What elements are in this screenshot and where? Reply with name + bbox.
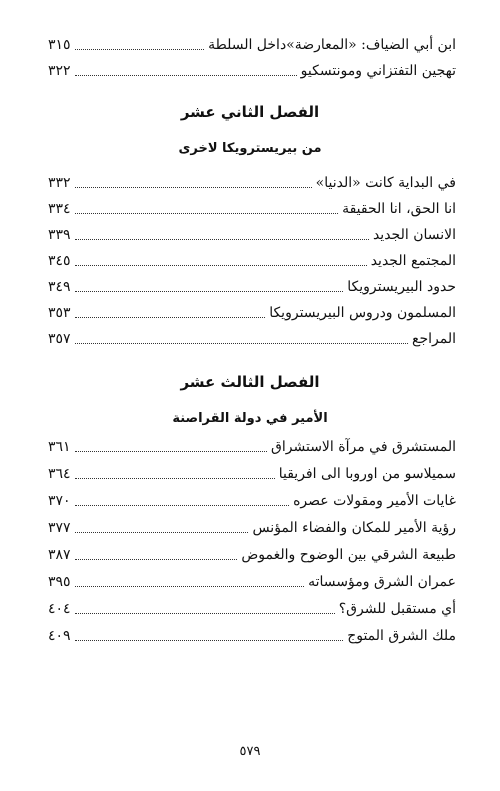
toc-entry (48, 324, 456, 348)
toc-entry (48, 168, 456, 192)
leader-dots (75, 640, 344, 641)
toc-entry-page: ٣١٥ (48, 37, 71, 53)
toc-entry (48, 540, 456, 564)
toc-entry-title: رؤية الأمير للمكان والفضاء المؤنس (252, 520, 456, 536)
leader-dots (75, 239, 369, 240)
toc-entry (48, 621, 456, 645)
toc-entry (48, 432, 456, 456)
toc-entry (48, 30, 456, 54)
toc-entry-page: ٤٠٩ (48, 628, 71, 644)
toc-entry (48, 272, 456, 296)
toc-entry-page: ٣٧٧ (48, 520, 71, 536)
section-heading: من بيريسترويكا لاخرى (178, 141, 322, 156)
toc-entry-page: ٣٣٢ (48, 175, 71, 191)
leader-dots (75, 613, 335, 614)
toc-entry (48, 194, 456, 218)
toc-entry-page: ٣٨٧ (48, 547, 71, 563)
toc-entry-title: الانسان الجديد (372, 227, 456, 243)
leader-dots (75, 478, 275, 479)
toc-entry-title: المجتمع الجديد (370, 253, 456, 269)
toc-entry (48, 56, 456, 80)
leader-dots (75, 343, 408, 344)
toc-entry-title: حدود البيريسترويكا (347, 279, 456, 295)
leader-dots (75, 451, 267, 452)
section-heading: الأمير في دولة القراصنة (172, 411, 328, 426)
leader-dots (75, 505, 290, 506)
toc-entry-page: ٤٠٤ (48, 601, 71, 617)
toc-entry-title: المراجع (412, 331, 456, 347)
toc-entry (48, 220, 456, 244)
toc-entry-page: ٣٤٥ (48, 253, 71, 269)
toc-entry-title: ابن أبي الضياف: «المعارضة»داخل السلطة (208, 37, 456, 53)
toc-entry-page: ٣٦٤ (48, 466, 71, 482)
toc-entry-title: ملك الشرق المتوج (347, 628, 456, 644)
toc-entry-title: سميلاسو من اوروبا الى افريقيا (278, 466, 456, 482)
toc-entry-title: طبيعة الشرقي بين الوضوح والغموض (241, 547, 456, 563)
toc-entry-title: في البداية كانت «الدنيا» (315, 175, 456, 191)
toc-entry-page: ٣٦١ (48, 439, 71, 455)
toc-entry-page: ٣٩٥ (48, 574, 71, 590)
leader-dots (75, 49, 205, 50)
leader-dots (75, 559, 238, 560)
toc-entry (48, 513, 456, 537)
toc-entry (48, 298, 456, 322)
leader-dots (75, 291, 344, 292)
toc-entry (48, 567, 456, 591)
toc-entry-page: ٣٥٧ (48, 331, 71, 347)
chapter-heading: الفصل الثاني عشر (180, 103, 320, 121)
toc-entry-page: ٣٣٩ (48, 227, 71, 243)
toc-entry-title: عمران الشرق ومؤسساته (308, 574, 456, 590)
chapter-heading: الفصل الثالث عشر (180, 373, 320, 391)
toc-entry (48, 246, 456, 270)
toc-entry-title: المستشرق في مرآة الاستشراق (271, 439, 456, 455)
leader-dots (75, 532, 249, 533)
toc-entry-title: أي مستقبل للشرق؟ (338, 601, 456, 617)
leader-dots (75, 317, 266, 318)
leader-dots (75, 75, 297, 76)
leader-dots (75, 213, 339, 214)
toc-entry (48, 594, 456, 618)
leader-dots (75, 187, 312, 188)
toc-entry-page: ٣٧٠ (48, 493, 71, 509)
toc-entry (48, 459, 456, 483)
toc-entry-title: تهجين التفتزاني ومونتسكيو (300, 63, 456, 79)
toc-entry-page: ٣٥٣ (48, 305, 71, 321)
page-number: ٥٧٩ (239, 744, 261, 759)
toc-entry-page: ٣٤٩ (48, 279, 71, 295)
toc-entry-page: ٣٢٢ (48, 63, 71, 79)
leader-dots (75, 265, 367, 266)
toc-entry-page: ٣٣٤ (48, 201, 71, 217)
toc-entry-title: المسلمون ودروس البيريسترويكا (269, 305, 456, 321)
leader-dots (75, 586, 305, 587)
toc-entry (48, 486, 456, 510)
toc-entry-title: انا الحق، انا الحقيقة (342, 201, 456, 217)
toc-entry-title: غايات الأمير ومقولات عصره (293, 493, 456, 509)
